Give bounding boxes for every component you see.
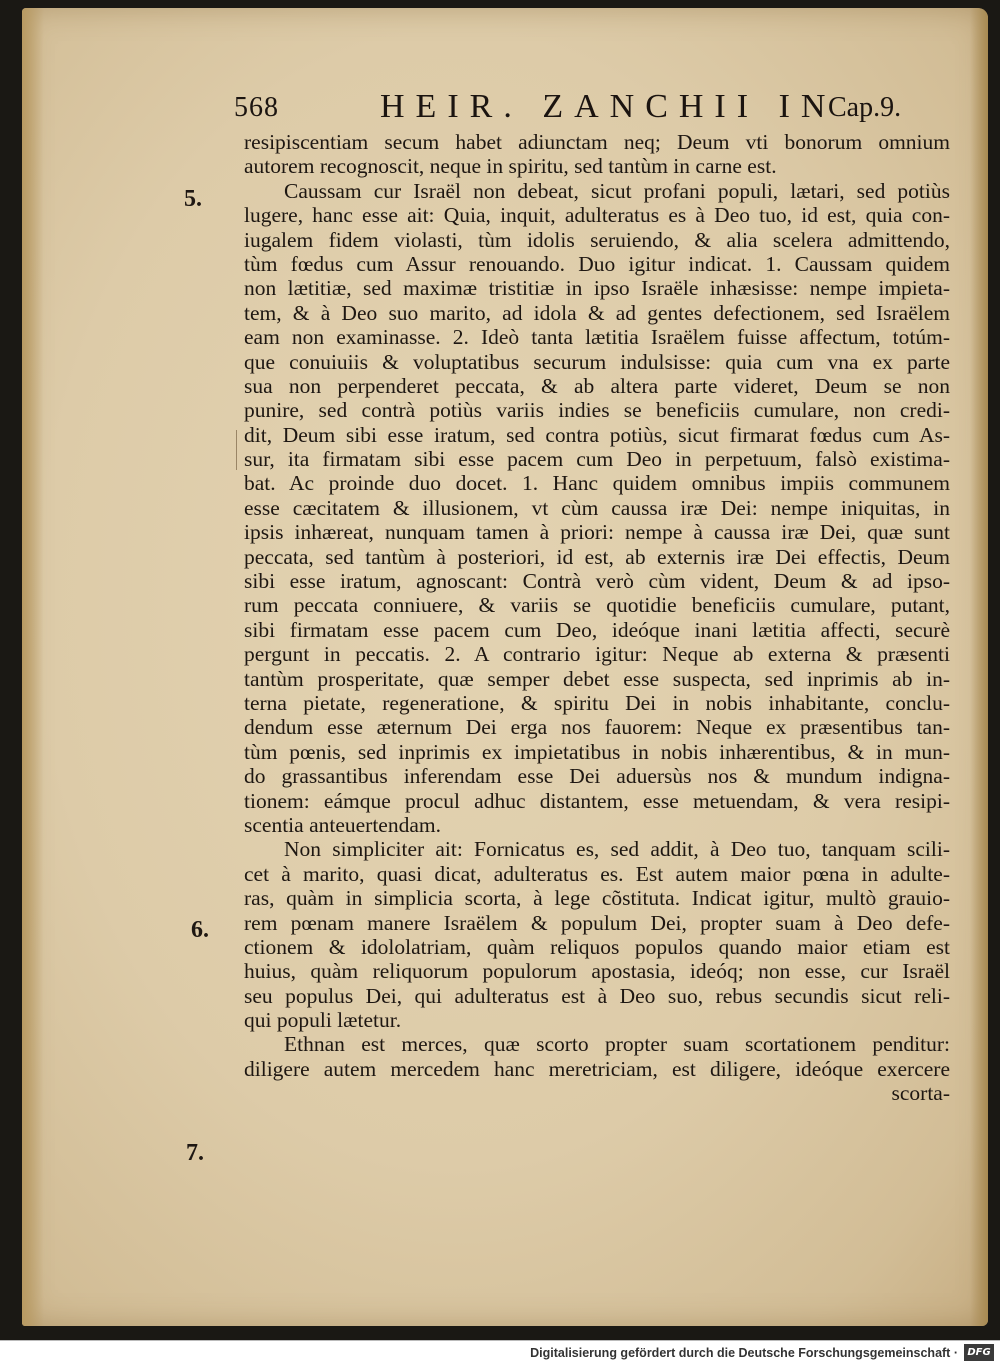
catchword: scorta- xyxy=(891,1081,950,1106)
text-line: cet à marito, quasi dicat, adulteratus es. Est autem maior pœna in adulte- xyxy=(244,861,950,886)
text-line: non lætitiæ, sed maximæ tristitiæ in ipso Israële inhæsisse: nempe impieta- xyxy=(244,276,950,301)
text-line: que conuiuiis & voluptatibus securum indulsisse: quia cum vna ex parte xyxy=(244,349,950,374)
text-line: seu populus Dei, qui adulteratus est à Deo suo, rebus secundis sicut reli- xyxy=(244,983,950,1008)
funding-credit: Digitalisierung gefördert durch die Deutsche Forschungsgemeinschaft · xyxy=(530,1346,958,1360)
text-line: sibi firmatam esse pacem cum Deo, ideóque inani lætitia affecti, securè xyxy=(244,617,950,642)
text-line: dit, Deum sibi esse iratum, sed contra potiùs, sicut firmarat fœdus cum As- xyxy=(244,422,950,447)
margin-verse-number: 7. xyxy=(186,1140,204,1166)
text-line: punire, sed contrà potiùs variis indies se beneficiis cumulare, non credi- xyxy=(244,398,950,423)
text-line: dendum esse æternum Dei erga nos fauorem: Neque ex præsentibus tan- xyxy=(244,715,950,740)
text-line: tùm fœdus cum Assur renouando. Duo igitur indicat. 1. Caussam quidem xyxy=(244,251,950,276)
text-line: huius, quàm reliquorum populorum apostasia, ideóq; non esse, cur Israël xyxy=(244,959,950,984)
text-line: terna pietate, regeneratione, & spiritu Dei in nobis inhabitante, conclu- xyxy=(244,690,950,715)
text-line: rum peccata conniuere, & variis se quotidie beneficiis cumulare, putant, xyxy=(244,593,950,618)
page-number: 568 xyxy=(234,92,279,123)
text-line: pergunt in peccatis. 2. A contrario igitur: Neque ab externa & præsenti xyxy=(244,642,950,667)
text-line: tem, & à Deo suo marito, ad idola & ad gentes defectionem, sed Israëlem xyxy=(244,300,950,325)
text-line: sur, ita firmatam sibi esse pacem cum Deo in perpetuum, falsò existima- xyxy=(244,447,950,472)
running-title: HEIR. ZANCHII IN xyxy=(380,88,837,125)
text-line: scentia anteuertendam. xyxy=(244,812,441,837)
text-line: qui populi lætetur. xyxy=(244,1008,402,1033)
text-line: autorem recognoscit, neque in spiritu, sed tantùm in carne est. xyxy=(244,154,777,179)
digitization-footer xyxy=(0,1340,1000,1365)
text-line: lugere, hanc esse ait: Quia, inquit, adulteratus es à Deo tuo, id est, quia con- xyxy=(244,203,950,228)
text-line: Caussam cur Israël non debeat, sicut profani populi, lætari, sed potiùs xyxy=(284,178,950,203)
text-line: peccata, sed tantùm à posteriori, id est, ab externis iræ Dei effectis, Deum xyxy=(244,544,950,569)
text-line: Non simpliciter ait: Fornicatus es, sed addit, à Deo tuo, tanquam scili- xyxy=(284,837,950,862)
text-line: do grassantibus inferendam esse Dei aduersùs nos & mundum indigna- xyxy=(244,764,950,789)
text-line: eam non examinasse. 2. Ideò tanta lætitia Israëlem fuisse affectum, totúm- xyxy=(244,325,950,350)
text-line: bat. Ac proinde duo docet. 1. Hanc quidem omnibus impiis communem xyxy=(244,471,950,496)
text-line: resipiscentiam secum habet adiunctam neq; Deum vti bonorum omnium xyxy=(244,130,950,154)
text-line: Ethnan est merces, quæ scorto propter suam scortationem penditur: xyxy=(284,1032,950,1057)
chapter-reference: Cap.9. xyxy=(828,92,902,123)
page-edge-shadow-left xyxy=(22,8,44,1326)
text-line: rem pœnam manere Israëlem & populum Dei, propter suam à Deo defe- xyxy=(244,910,950,935)
dfg-logo: DFG xyxy=(964,1344,994,1361)
margin-verse-number: 5. xyxy=(184,186,202,212)
running-header xyxy=(234,88,950,128)
body-text xyxy=(244,130,950,1106)
text-line: ipsis inhæreat, nunquam tamen à priori: nempe à caussa iræ Dei, quæ sunt xyxy=(244,520,950,545)
ink-mark xyxy=(236,430,245,470)
text-line: sua non perpenderet peccata, & ab altera parte videret, Deum se non xyxy=(244,373,950,398)
text-line: diligere autem mercedem hanc meretriciam, est diligere, ideóque exercere xyxy=(244,1056,950,1081)
text-line: esse cæcitatem & illusionem, vt cùm caussa iræ Dei: nempe iniquitas, in xyxy=(244,495,950,520)
text-line: tionem: eámque procul adhuc distantem, esse metuendam, & vera resipi- xyxy=(244,788,950,813)
text-line: tùm pœnis, sed inprimis ex impietatibus in nobis inhærentibus, & in mun- xyxy=(244,739,950,764)
text-line: ctionem & idololatriam, quàm reliquos populos quando maior etiam est xyxy=(244,934,950,959)
margin-verse-number: 6. xyxy=(191,917,209,943)
text-line: ras, quàm in simplicia scorta, à lege cõstituta. Indicat igitur, multò grauio- xyxy=(244,886,950,911)
page-edge-shadow-right xyxy=(970,8,988,1326)
text-line: iugalem fidem violasti, tùm idolis seruiendo, & alia scelera admittendo, xyxy=(244,227,950,252)
text-line: sibi esse iratum, agnoscant: Contrà verò cùm vident, Deum & ad ipso- xyxy=(244,569,950,594)
text-line: tantùm prosperitate, quæ semper debet esse suspecta, sed inprimis ab in- xyxy=(244,666,950,691)
